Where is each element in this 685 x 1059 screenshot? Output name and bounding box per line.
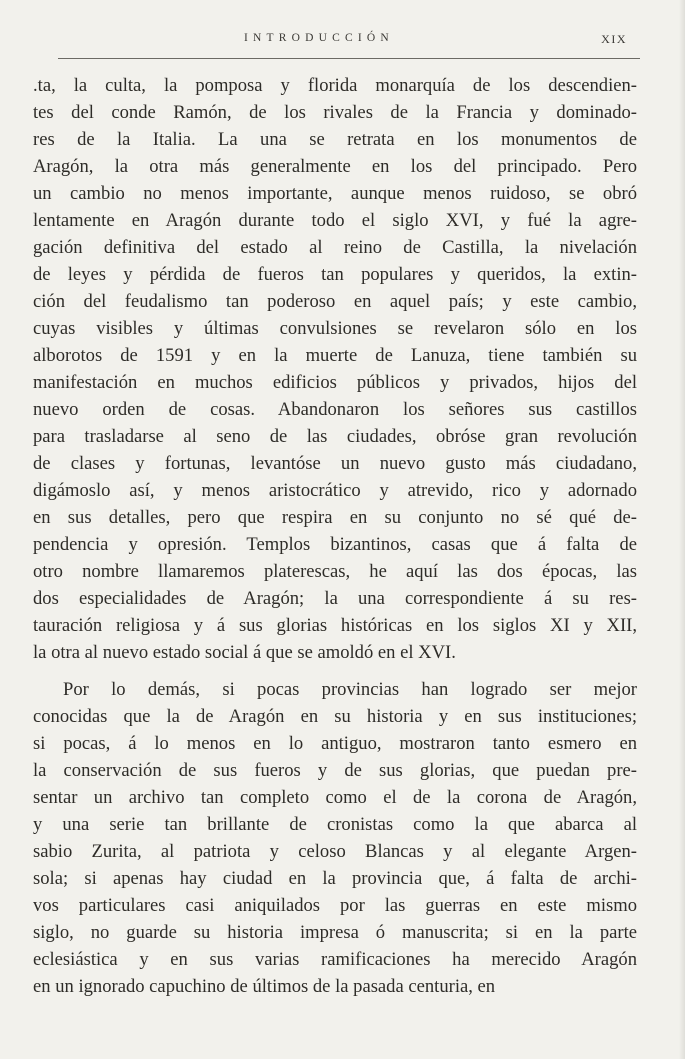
text-line: sola; si apenas hay ciudad en la provincia que, á falta de archi- [33,868,637,889]
paragraph-gap [33,666,637,676]
text-line: conocidas que la de Aragón en su historia y en sus instituciones; [33,706,637,727]
text-line: lentamente en Aragón durante todo el siglo XVI, y fué la agre- [33,210,637,231]
text-line: en un ignorado capuchino de últimos de la pasada centuria, en [33,976,496,997]
text-line: siglo, no guarde su historia impresa ó manuscrita; si en la parte [33,922,637,943]
text-line: .ta, la culta, la pomposa y florida monarquía de los descendien- [33,75,637,96]
paragraph-1 [33,72,637,666]
running-title: INTRODUCCIÓN [244,32,394,44]
text-line: de clases y fortunas, levantóse un nuevo gusto más ciudadano, [33,453,637,474]
text-line: tes del conde Ramón, de los rivales de la Francia y dominado- [33,102,637,123]
paragraph-2 [33,676,637,1000]
header-rule [58,58,640,59]
text-line: cuyas visibles y últimas convulsiones se revelaron sólo en los [33,318,637,339]
text-line: Por lo demás, si pocas provincias han logrado ser mejor [63,679,637,700]
text-line: Aragón, la otra más generalmente en los del principado. Pero [33,156,637,177]
text-line: digámoslo así, y menos aristocrático y atrevido, rico y adornado [33,480,637,501]
text-line: res de la Italia. La una se retrata en los monumentos de [33,129,637,150]
text-line: nuevo orden de cosas. Abandonaron los señores sus castillos [33,399,637,420]
text-line: vos particulares casi aniquilados por las guerras en este mismo [33,895,637,916]
text-line: alborotos de 1591 y en la muerte de Lanuza, tiene también su [33,345,637,366]
text-line: tauración religiosa y á sus glorias históricas en los siglos XI y XII, [33,615,637,636]
text-line: y una serie tan brillante de cronistas como la que abarca al [33,814,637,835]
text-line: la conservación de sus fueros y de sus glorias, que puedan pre- [33,760,637,781]
text-line: sentar un archivo tan completo como el de la corona de Aragón, [33,787,637,808]
text-line: para trasladarse al seno de las ciudades, obróse gran revolución [33,426,637,447]
body-text [33,72,637,1000]
text-line: dos especialidades de Aragón; la una correspondiente á su res- [33,588,637,609]
text-line: sabio Zurita, al patriota y celoso Blancas y al elegante Argen- [33,841,637,862]
running-head [0,32,685,52]
text-line: un cambio no menos importante, aunque menos ruidoso, se obró [33,183,637,204]
text-line: eclesiástica y en sus varias ramificaciones ha merecido Aragón [33,949,637,970]
text-line: otro nombre llamaremos platerescas, he aquí las dos épocas, las [33,561,637,582]
text-line: pendencia y opresión. Templos bizantinos, casas que á falta de [33,534,637,555]
text-line: si pocas, á lo menos en lo antiguo, mostraron tanto esmero en [33,733,637,754]
page-number: XIX [601,32,627,46]
text-line: de leyes y pérdida de fueros tan populares y queridos, la extin- [33,264,637,285]
text-line: ción del feudalismo tan poderoso en aquel país; y este cambio, [33,291,637,312]
text-line: la otra al nuevo estado social á que se amoldó en el XVI. [33,642,456,663]
page-edge-shade [679,0,685,1059]
text-line: en sus detalles, pero que respira en su conjunto no sé qué de- [33,507,637,528]
text-line: manifestación en muchos edificios públicos y privados, hijos del [33,372,637,393]
text-line: gación definitiva del estado al reino de Castilla, la nivelación [33,237,637,258]
